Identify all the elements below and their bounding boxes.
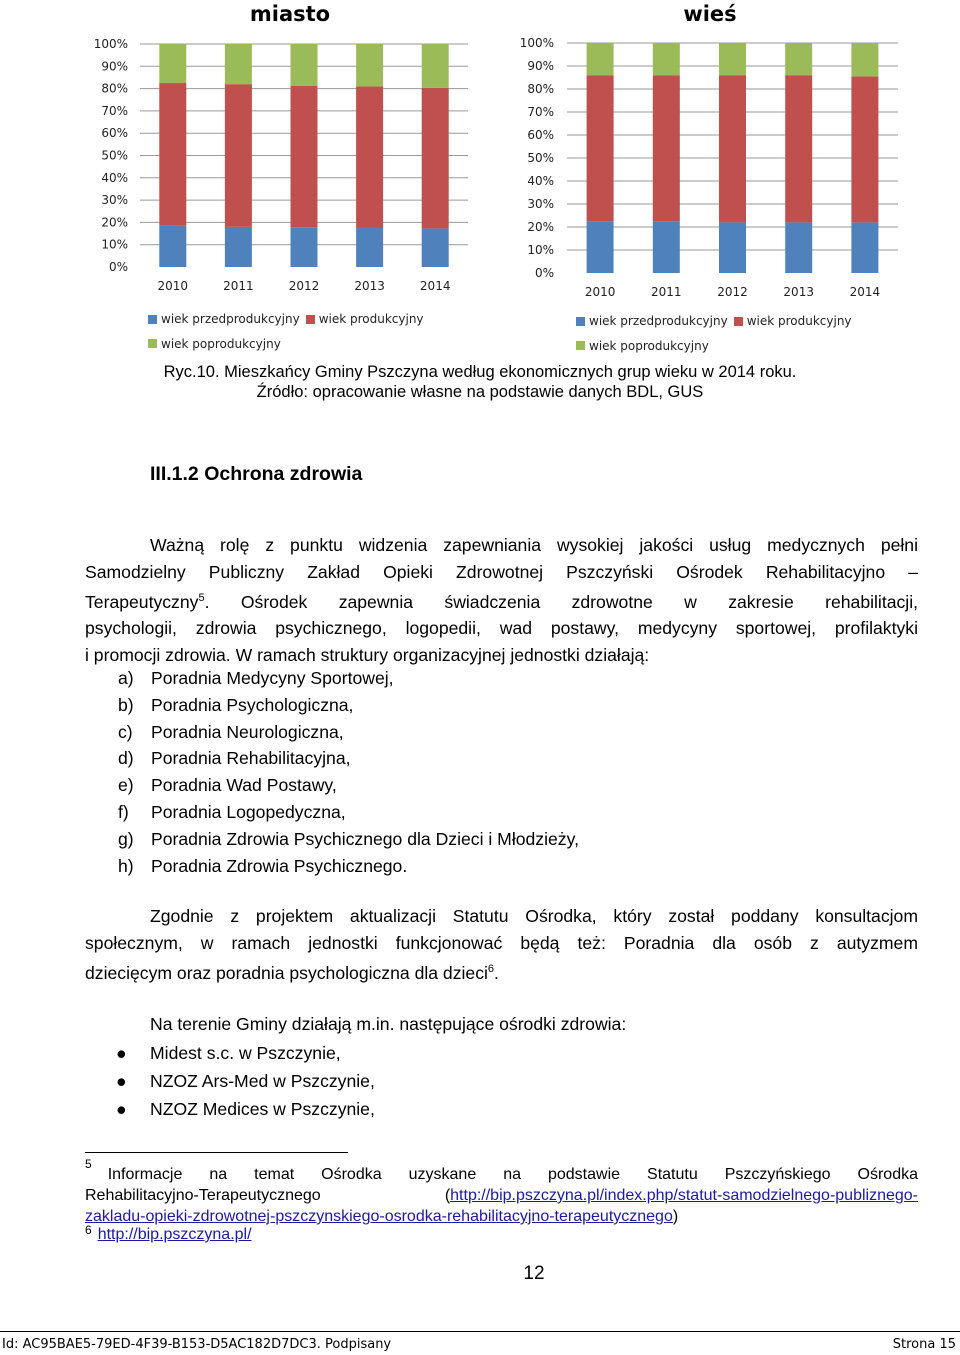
y-tick-label: 60%	[101, 126, 128, 141]
list-text: Poradnia Zdrowia Psychicznego dla Dzieci i Młodzieży,	[151, 828, 579, 849]
y-tick-label: 20%	[101, 215, 128, 230]
y-tick-label: 70%	[101, 103, 128, 118]
bar-segment	[851, 222, 878, 273]
text-fragment: Terapeutyczny	[85, 591, 199, 612]
bar-segment	[587, 75, 614, 221]
bar-segment	[587, 221, 614, 273]
list-item	[116, 1039, 716, 1067]
bar-segment	[422, 44, 449, 88]
x-tick-label: 2011	[223, 279, 254, 293]
footnote-text: Informacje na temat Ośrodka uzyskane na podstawie Statutu Pszczyńskiego Ośrodka	[107, 1166, 918, 1183]
bar-segment	[653, 221, 680, 273]
footnote-6	[85, 1224, 918, 1246]
y-tick-label: 30%	[101, 193, 128, 208]
health-centers-list	[116, 1039, 716, 1123]
legend-item	[576, 334, 709, 358]
list-text: Poradnia Zdrowia Psychicznego.	[151, 855, 408, 876]
bar-segment	[785, 75, 812, 222]
bar-segment	[291, 227, 318, 267]
text-line: psychologii, zdrowia psychicznego, logopedii, wad postawy, medycyny sportowej, profilaktyki	[85, 618, 918, 639]
text-line	[85, 585, 918, 615]
footer-page-label: Strona 15	[892, 1337, 956, 1352]
y-tick-label: 90%	[527, 59, 554, 73]
footer-document-id: Id: AC95BAE5-79ED-4F39-B153-D5AC182D7DC3. Podpisany	[2, 1337, 392, 1352]
footnote-line	[85, 1158, 918, 1185]
list-text: Poradnia Medycyny Sportowej,	[151, 668, 394, 688]
bar-segment	[653, 75, 680, 221]
text-fragment: .	[494, 962, 499, 983]
list-marker: f)	[118, 801, 129, 822]
footnote-5	[85, 1158, 918, 1227]
bar-segment	[785, 43, 812, 75]
legend-swatch	[306, 315, 315, 324]
bar-segment	[653, 43, 680, 75]
y-tick-label: 0%	[534, 266, 554, 280]
list-item	[118, 745, 918, 772]
chart-legend	[576, 309, 906, 358]
statute-link[interactable]: http://bip.pszczyna.pl/index.php/statut-samodzielnego-publiznego-	[450, 1187, 918, 1204]
y-tick-label: 100%	[93, 37, 128, 51]
list-marker: d)	[118, 748, 134, 769]
list-item	[116, 1067, 716, 1095]
chart-title: miasto	[249, 2, 331, 26]
y-tick-label: 0%	[108, 260, 128, 274]
legend-label: wiek produkcyjny	[746, 314, 852, 328]
bar-segment	[851, 43, 878, 76]
x-tick-label: 2010	[584, 285, 616, 299]
list-item	[118, 719, 918, 746]
footnote-line: zakladu-opieki-zdrowotnej-pszczynskiego-osrodka-rehabilitacyjno-terapeutycznego)	[85, 1208, 679, 1225]
legend-label: wiek poprodukcyjny	[589, 338, 709, 353]
legend-swatch	[148, 315, 157, 324]
legend-label: wiek poprodukcyjny	[161, 336, 281, 351]
bar-segment	[291, 86, 318, 228]
bar-segment	[356, 44, 383, 86]
list-item	[118, 665, 918, 692]
text-fragment: . Ośrodek zapewnia świadczenia zdrowotne w zakresie rehabilitacji,	[204, 591, 918, 612]
section-heading: III.1.2 Ochrona zdrowia	[150, 463, 363, 485]
list-text: Poradnia Psychologiczna,	[151, 694, 354, 715]
caption-title: Ryc.10. Mieszkańcy Gminy Pszczyna według ekonomicznych grup wieku w 2014 roku.	[163, 363, 797, 381]
y-tick-label: 20%	[527, 220, 554, 234]
bar-segment	[719, 75, 746, 222]
legend-swatch	[734, 317, 743, 326]
list-marker: a)	[118, 668, 134, 688]
statute-link-continued[interactable]: zakladu-opieki-zdrowotnej-pszczynskiego-osrodka-rehabilitacyjno-terapeutycznego	[85, 1208, 673, 1225]
legend-item	[306, 307, 424, 331]
list-text: Poradnia Wad Postawy,	[151, 775, 337, 796]
list-text: Midest s.c. w Pszczynie,	[150, 1043, 341, 1063]
chart-title: wieś	[683, 2, 737, 26]
bullet-icon: ●	[116, 1071, 127, 1091]
chart-plot	[0, 0, 470, 300]
list-item	[118, 772, 918, 799]
bar-segment	[159, 226, 186, 267]
bullet-icon: ●	[116, 1043, 127, 1063]
text-line: i promocji zdrowia. W ramach struktury organizacyjnej jednostki działają:	[85, 644, 650, 665]
text-line	[85, 956, 918, 986]
chart-miasto	[0, 0, 470, 355]
chart-plot	[480, 0, 910, 305]
text-fragment: dziecięcym oraz poradnia psychologiczna dla dzieci	[85, 962, 488, 983]
footnote-number: 5	[85, 1157, 92, 1171]
legend-item	[576, 309, 728, 333]
bar-segment	[225, 84, 252, 227]
y-tick-label: 10%	[101, 237, 128, 252]
footnote-ref[interactable]: 6	[487, 963, 495, 975]
bar-segment	[587, 43, 614, 75]
list-text: Poradnia Logopedyczna,	[151, 801, 346, 822]
y-tick-label: 70%	[527, 105, 554, 119]
chart-legend	[148, 307, 468, 356]
legend-item	[148, 332, 281, 356]
y-tick-label: 10%	[527, 243, 554, 257]
list-marker: h)	[118, 855, 134, 876]
bar-segment	[785, 222, 812, 273]
figure-caption	[0, 363, 960, 402]
legend-label: wiek przedprodukcyjny	[589, 314, 728, 328]
y-tick-label: 80%	[527, 82, 554, 96]
list-text: Poradnia Neurologiczna,	[151, 721, 344, 742]
legend-swatch	[576, 341, 585, 350]
footnote-line	[85, 1185, 918, 1206]
y-tick-label: 90%	[101, 59, 128, 74]
list-text: NZOZ Ars-Med w Pszczynie,	[150, 1071, 375, 1091]
y-tick-label: 40%	[527, 174, 554, 188]
bar-segment	[422, 228, 449, 267]
legend-label: wiek przedprodukcyjny	[161, 312, 300, 326]
paragraph-1	[85, 532, 918, 668]
y-tick-label: 50%	[527, 151, 554, 165]
footnote-text: Rehabilitacyjno-Terapeutycznego	[85, 1187, 321, 1204]
y-tick-label: 100%	[519, 36, 554, 50]
x-tick-label: 2013	[783, 285, 814, 299]
bar-segment	[159, 83, 186, 226]
y-tick-label: 60%	[527, 128, 554, 142]
footnote-number: 6	[85, 1223, 92, 1237]
bar-segment	[291, 44, 318, 86]
footnote-link-wrap: (http://bip.pszczyna.pl/index.php/statut-samodzielnego-publiznego-	[444, 1187, 918, 1204]
list-marker: c)	[118, 721, 133, 742]
bar-segment	[225, 44, 252, 84]
bip-link[interactable]: http://bip.pszczyna.pl/	[97, 1226, 252, 1243]
footnote-separator	[85, 1152, 348, 1153]
list-text: Poradnia Rehabilitacyjna,	[151, 748, 351, 769]
list-item	[116, 1095, 716, 1123]
x-tick-label: 2013	[354, 279, 385, 293]
text-line: Zgodnie z projektem aktualizacji Statutu Ośrodka, który został poddany konsultacjom	[150, 906, 918, 926]
list-item	[118, 826, 918, 853]
bar-segment	[356, 86, 383, 228]
bar-segment	[719, 43, 746, 75]
y-tick-label: 30%	[527, 197, 554, 211]
x-tick-label: 2014	[849, 285, 881, 299]
list-marker: g)	[118, 828, 134, 849]
legend-swatch	[148, 339, 157, 348]
list-marker: b)	[118, 694, 134, 715]
legend-item	[148, 307, 300, 331]
page-number: 12	[523, 1263, 545, 1284]
units-list	[118, 665, 918, 879]
x-tick-label: 2012	[288, 279, 320, 293]
paragraph-3: Na terenie Gminy działają m.in. następujące ośrodki zdrowia:	[150, 1014, 627, 1034]
bullet-icon: ●	[116, 1099, 127, 1119]
bar-segment	[422, 88, 449, 228]
bar-segment	[159, 44, 186, 83]
legend-item	[734, 309, 852, 333]
legend-label: wiek produkcyjny	[318, 312, 424, 326]
caption-source: Źródło: opracowanie własne na podstawie danych BDL, GUS	[256, 383, 704, 401]
text-line: Samodzielny Publiczny Zakład Opieki Zdrowotnej Pszczyński Ośrodek Rehabilitacyjno –	[85, 561, 918, 582]
list-item	[118, 853, 918, 880]
bar-segment	[356, 228, 383, 267]
legend-swatch	[576, 317, 585, 326]
list-item	[118, 799, 918, 826]
footer-rule	[0, 1331, 960, 1332]
x-tick-label: 2011	[651, 285, 682, 299]
list-marker: e)	[118, 775, 134, 796]
x-tick-label: 2012	[717, 285, 748, 299]
bar-segment	[851, 76, 878, 222]
y-tick-label: 40%	[101, 170, 128, 185]
x-tick-label: 2010	[157, 279, 189, 293]
text-line: społecznym, w ramach jednostki funkcjonować będą też: Poradnia dla osób z autyzmem	[85, 932, 918, 953]
paragraph-2	[85, 903, 918, 986]
footnote-ref[interactable]: 5	[198, 592, 205, 604]
bar-segment	[225, 227, 252, 267]
chart-wies	[480, 0, 910, 355]
bar-segment	[719, 222, 746, 273]
list-item	[118, 692, 918, 719]
text-line: Ważną rolę z punktu widzenia zapewniania wysokiej jakości usług medycznych pełni	[150, 535, 918, 555]
y-tick-label: 50%	[101, 148, 128, 163]
list-text: NZOZ Medices w Pszczynie,	[150, 1099, 375, 1119]
y-tick-label: 80%	[101, 81, 128, 96]
x-tick-label: 2014	[419, 279, 451, 293]
